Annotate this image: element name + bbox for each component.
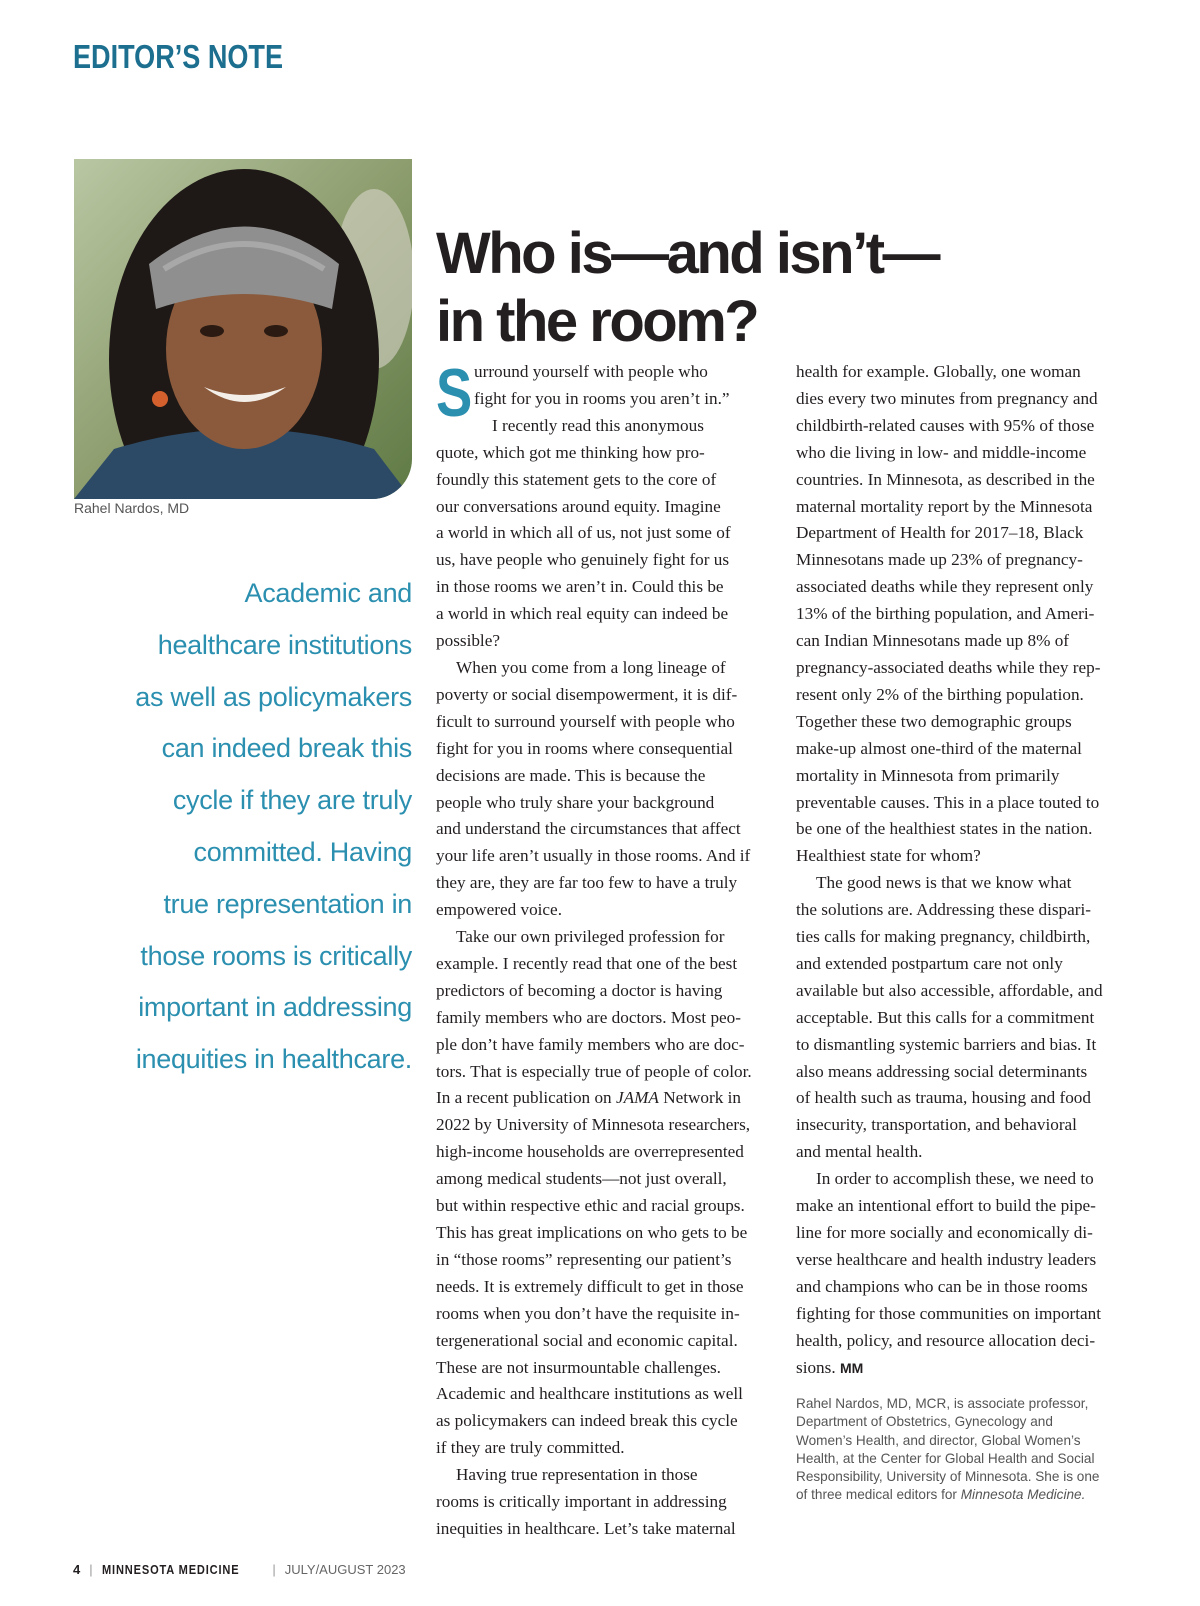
body-line: rooms is critically important in addressing <box>436 1492 727 1512</box>
body-line: empowered voice. <box>436 900 562 920</box>
body-line: Together these two demographic groups <box>796 711 1072 731</box>
pull-quote-line: true representation in <box>163 888 412 919</box>
body-line: Having true representation in those <box>456 1465 698 1485</box>
body-line: rooms when you don’t have the requisite in- <box>436 1303 740 1323</box>
body-line: a world in which real equity can indeed be <box>436 604 729 624</box>
body-line: fight for you in rooms you aren’t in.” <box>474 388 730 408</box>
body-line: in those rooms we aren’t in. Could this be <box>436 577 724 597</box>
body-line: a world in which all of us, not just some of <box>436 523 731 543</box>
body-line: high-income households are overrepresented <box>436 1142 744 1162</box>
body-line: dies every two minutes from pregnancy and <box>796 388 1098 408</box>
bio-text: of three medical editors for <box>796 1487 957 1503</box>
body-line: possible? <box>436 631 500 651</box>
body-text: sions. <box>796 1357 836 1377</box>
body-line: maternal mortality report by the Minnesota <box>796 496 1093 516</box>
body-line: fight for you in rooms where consequential <box>436 738 733 758</box>
body-line: poverty or social disempowerment, it is dif- <box>436 684 738 704</box>
body-line: tors. That is especially true of people of color. <box>436 1061 752 1081</box>
body-line: Minnesotans made up 23% of pregnancy- <box>796 550 1083 570</box>
body-line: preventable causes. This in a place touted to <box>796 792 1100 812</box>
footer-divider: | <box>89 1562 93 1577</box>
pull-quote-line: healthcare institutions <box>157 629 412 660</box>
body-line: and champions who can be in those rooms <box>796 1276 1088 1296</box>
body-line: to dismantling systemic barriers and bias. It <box>796 1034 1097 1054</box>
end-mark: MM <box>839 1359 864 1376</box>
body-line: In order to accomplish these, we need to <box>816 1169 1094 1189</box>
body-line: associated deaths while they represent only <box>796 577 1094 597</box>
body-text: Network in <box>663 1088 741 1108</box>
photo-caption: Rahel Nardos, MD <box>74 500 190 516</box>
bio-line: Health, at the Center for Global Health and Social <box>796 1450 1095 1466</box>
body-line: These are not insurmountable challenges. <box>436 1357 721 1377</box>
journal-name: JAMA <box>615 1088 659 1108</box>
body-line: and mental health. <box>796 1142 923 1162</box>
body-line: in “those rooms” representing our patient’s <box>436 1249 732 1269</box>
body-line: tergenerational social and economic capital. <box>436 1330 738 1350</box>
body-line: Department of Health for 2017–18, Black <box>796 523 1084 543</box>
pull-quote-line: those rooms is critically <box>140 940 412 971</box>
pull-quote-line: inequities in healthcare. <box>135 1044 412 1075</box>
body-line: can Indian Minnesotans made up 8% of <box>796 631 1070 651</box>
publication-name: Minnesota Medicine. <box>960 1487 1086 1503</box>
body-line: 13% of the birthing population, and Ameri- <box>796 604 1095 624</box>
section-label: EDITOR’S NOTE <box>73 38 283 75</box>
body-line: and understand the circumstances that affect <box>436 819 741 839</box>
body-line: line for more socially and economically di- <box>796 1223 1093 1242</box>
author-bio <box>796 1395 1136 1505</box>
body-line: among medical students—not just overall, <box>436 1169 727 1189</box>
body-line: as policymakers can indeed break this cycle <box>436 1411 738 1431</box>
pull-quote-line: important in addressing <box>138 992 412 1023</box>
body-line: health, policy, and resource allocation deci- <box>796 1330 1096 1350</box>
pull-quote-line: as well as policymakers <box>135 681 412 712</box>
body-line: Healthiest state for whom? <box>796 846 981 866</box>
body-line: health for example. Globally, one woman <box>796 362 1081 381</box>
bio-line <box>796 1486 1136 1504</box>
body-line: fighting for those communities on important <box>796 1303 1102 1323</box>
pull-quote-line: committed. Having <box>193 836 412 867</box>
headline-line: in the room? <box>436 289 758 354</box>
body-line: ple don’t have family members who are doc- <box>436 1034 745 1054</box>
body-line: your life aren’t usually in those rooms. And if <box>436 846 751 866</box>
headline-line: Who is—and isn’t— <box>436 221 939 286</box>
body-line: they are, they are far too few to have a truly <box>436 873 738 893</box>
body-line: inequities in healthcare. Let’s take maternal <box>436 1518 736 1538</box>
pull-quote-line: can indeed break this <box>161 733 412 764</box>
body-line: quote, which got me thinking how pro- <box>436 442 705 462</box>
body-line: make an intentional effort to build the pipe- <box>796 1196 1096 1216</box>
pull-quote-line: cycle if they are truly <box>172 785 412 816</box>
publication-title: MINNESOTA MEDICINE <box>101 1562 240 1577</box>
body-line: When you come from a long lineage of <box>456 657 726 677</box>
body-line: verse healthcare and health industry leaders <box>796 1249 1097 1269</box>
page-footer <box>73 1562 406 1577</box>
body-line: make-up almost one-third of the maternal <box>796 738 1082 758</box>
body-line: of health such as trauma, housing and food <box>796 1088 1091 1108</box>
body-line: urround yourself with people who <box>474 362 708 381</box>
body-line: pregnancy-associated deaths while they rep- <box>796 657 1101 677</box>
body-line: who die living in low- and middle-income <box>796 442 1087 462</box>
body-text: In a recent publication on <box>436 1088 612 1108</box>
body-line: 2022 by University of Minnesota researchers, <box>436 1115 751 1135</box>
body-line: foundly this statement gets to the core of <box>436 469 717 489</box>
body-line: ficult to surround yourself with people who <box>436 711 735 731</box>
body-line: insecurity, transportation, and behavioral <box>796 1115 1077 1135</box>
body-line: predictors of becoming a doctor is having <box>436 980 723 1000</box>
body-line: if they are truly committed. <box>436 1438 625 1458</box>
body-line: and extended postpartum care not only <box>796 953 1063 973</box>
body-line <box>436 1085 784 1112</box>
body-line: childbirth-related causes with 95% of those <box>796 415 1095 435</box>
body-line: also means addressing social determinants <box>796 1061 1088 1081</box>
body-line <box>796 1355 1148 1382</box>
pull-quote-line: Academic and <box>244 578 412 608</box>
bio-line: Department of Obstetrics, Gynecology and <box>796 1414 1053 1430</box>
body-line: mortality in Minnesota from primarily <box>796 765 1060 785</box>
body-line: Take our own privileged profession for <box>456 927 725 947</box>
body-line: us, have people who genuinely fight for us <box>436 550 730 570</box>
bio-line: Women’s Health, and director, Global Women’s <box>796 1432 1081 1448</box>
drop-cap: S <box>436 355 473 431</box>
body-line: The good news is that we know what <box>816 873 1072 893</box>
body-line: the solutions are. Addressing these dispari- <box>796 900 1091 920</box>
body-line: acceptable. But this calls for a commitment <box>796 1007 1095 1027</box>
body-line: resent only 2% of the birthing population. <box>796 684 1084 704</box>
body-line: be one of the healthiest states in the nation. <box>796 819 1093 839</box>
body-line: I recently read this anonymous <box>492 415 704 435</box>
author-photo <box>74 159 412 499</box>
footer-divider: | <box>272 1562 276 1577</box>
body-line: example. I recently read that one of the best <box>436 953 738 973</box>
body-line: people who truly share your background <box>436 792 715 812</box>
article-column-2 <box>796 359 1148 1381</box>
body-line: our conversations around equity. Imagine <box>436 496 721 516</box>
body-line: but within respective ethic and racial groups. <box>436 1196 745 1216</box>
bio-line: Responsibility, University of Minnesota. She is one <box>796 1469 1100 1485</box>
body-line: family members who are doctors. Most peo- <box>436 1007 742 1027</box>
body-line: This has great implications on who gets to be <box>436 1223 748 1242</box>
pull-quote <box>100 568 412 1086</box>
body-line: needs. It is extremely difficult to get in those <box>436 1276 744 1296</box>
body-line: Academic and healthcare institutions as well <box>436 1384 743 1404</box>
issue-date: JULY/AUGUST 2023 <box>284 1562 406 1577</box>
body-line: countries. In Minnesota, as described in the <box>796 469 1095 489</box>
body-line: decisions are made. This is because the <box>436 765 706 785</box>
body-line: available but also accessible, affordable, and <box>796 980 1103 1000</box>
bio-line: Rahel Nardos, MD, MCR, is associate professor, <box>796 1396 1089 1411</box>
article-column-1 <box>436 355 784 1543</box>
page-number: 4 <box>73 1562 81 1577</box>
body-line: ties calls for making pregnancy, childbirth, <box>796 927 1091 947</box>
article-headline <box>436 220 1176 356</box>
